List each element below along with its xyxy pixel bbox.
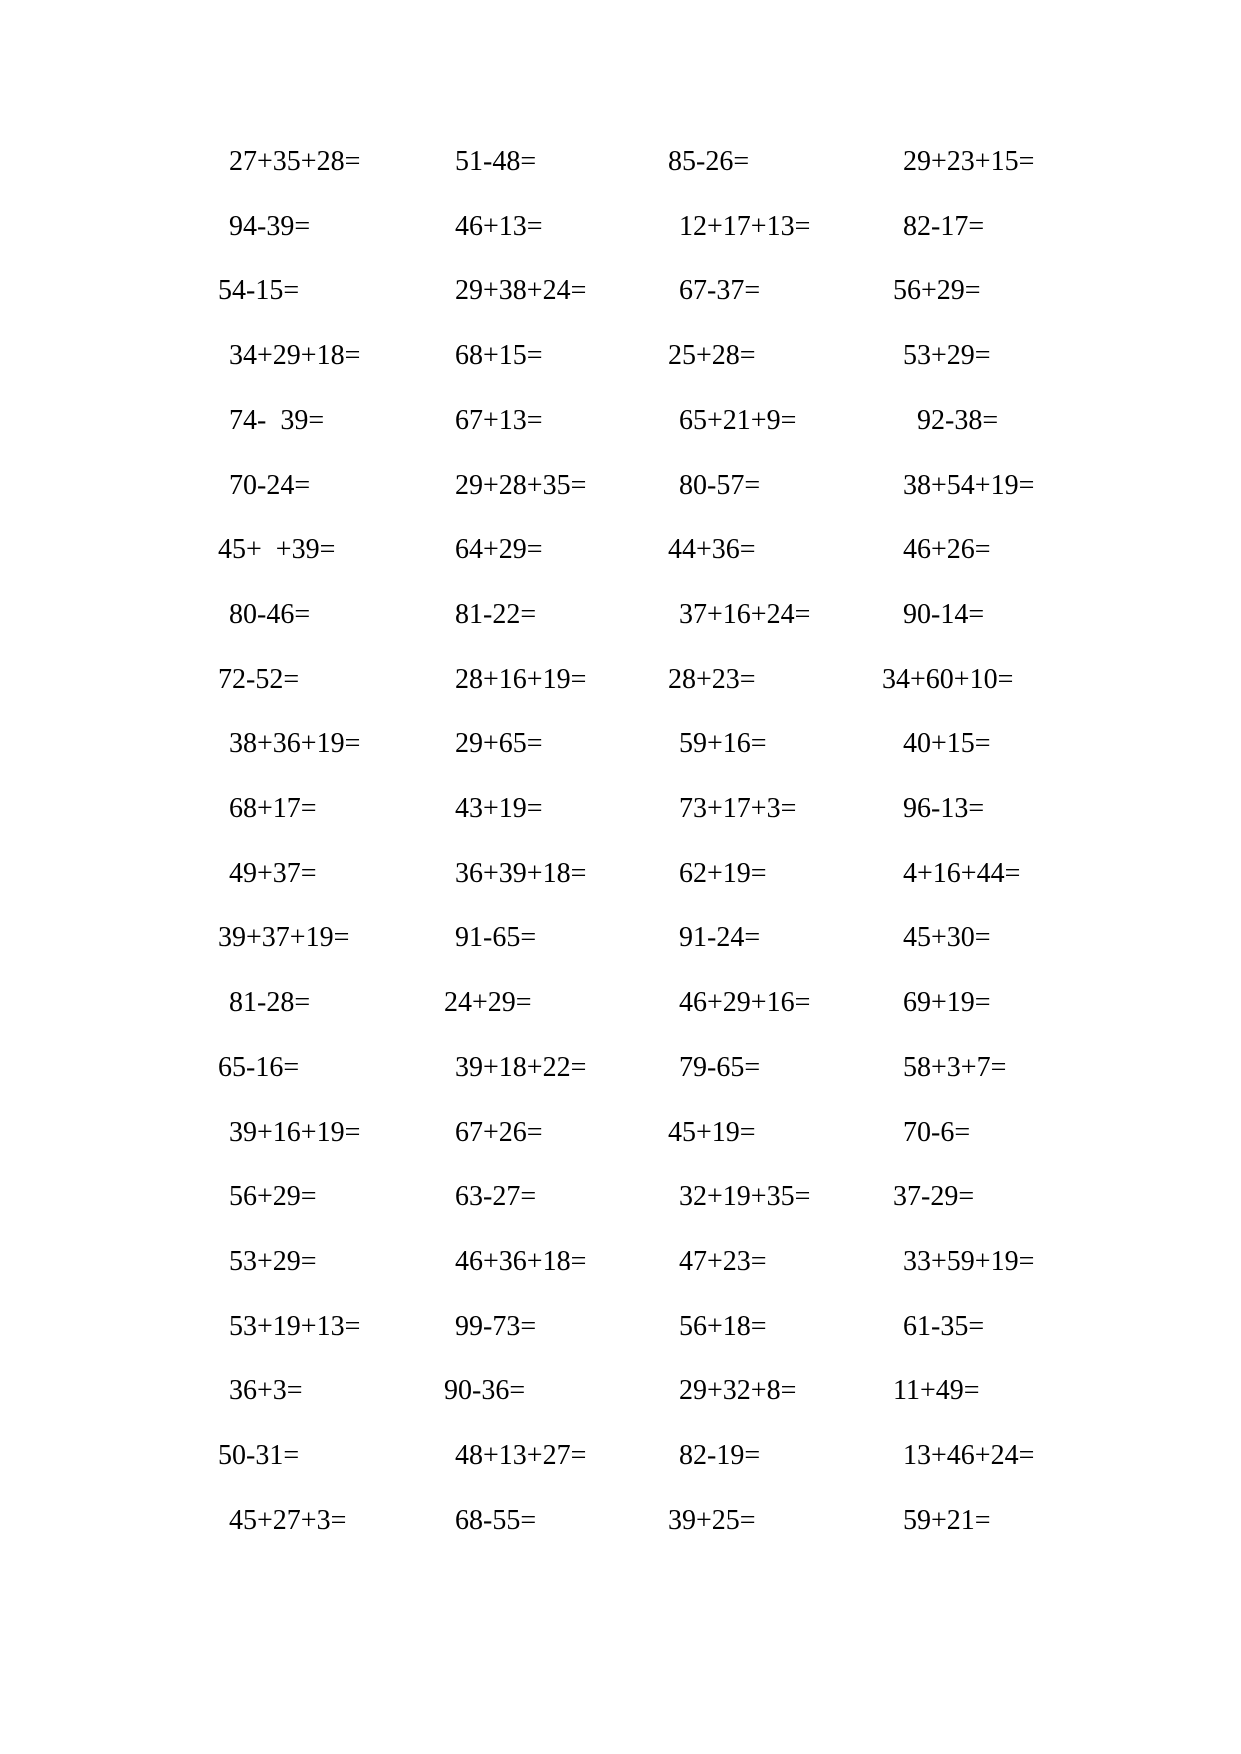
problem-row [0,1436,1241,1476]
problem-row [0,530,1241,570]
arithmetic-problem: 90-36= [444,1375,526,1407]
arithmetic-problem: 67+26= [455,1116,543,1148]
arithmetic-problem: 24+29= [444,987,532,1019]
arithmetic-problem: 46+13= [455,210,543,242]
arithmetic-problem: 13+46+24= [903,1440,1035,1471]
arithmetic-problem: 50-31= [218,1440,300,1471]
arithmetic-problem: 91-65= [455,922,537,954]
arithmetic-problem: 67-37= [679,275,761,307]
arithmetic-problem: 53+19+13= [229,1310,361,1342]
arithmetic-problem: 81-22= [455,598,537,630]
arithmetic-problem: 45+ +39= [218,534,336,566]
problem-row [0,789,1241,829]
arithmetic-problem: 51-48= [455,146,537,177]
arithmetic-problem: 45+30= [903,922,991,954]
arithmetic-problem: 54-15= [218,275,300,307]
problem-row [0,595,1241,635]
arithmetic-problem: 65-16= [218,1051,300,1083]
arithmetic-problem: 82-17= [903,210,985,242]
arithmetic-problem: 38+36+19= [229,728,361,760]
arithmetic-problem: 68+15= [455,340,543,372]
arithmetic-problem: 56+29= [893,275,981,307]
arithmetic-problem: 34+60+10= [882,663,1014,695]
problem-row [0,1177,1241,1217]
arithmetic-problem: 74- 39= [229,404,325,436]
arithmetic-problem: 29+28+35= [455,469,587,501]
arithmetic-problem: 29+65= [455,728,543,760]
problem-row [0,271,1241,311]
arithmetic-problem: 73+17+3= [679,793,797,824]
arithmetic-problem: 81-28= [229,987,311,1019]
problem-row [0,1048,1241,1088]
arithmetic-problem: 36+39+18= [455,857,587,889]
arithmetic-problem: 38+54+19= [903,469,1035,501]
problem-row [0,1113,1241,1153]
problem-row [0,466,1241,506]
arithmetic-problem: 61-35= [903,1310,985,1342]
arithmetic-problem: 59+16= [679,728,767,760]
arithmetic-problem: 53+29= [229,1245,317,1277]
problem-row [0,336,1241,376]
arithmetic-problem: 64+29= [455,534,543,566]
arithmetic-problem: 90-14= [903,598,985,630]
arithmetic-problem: 94-39= [229,210,311,242]
arithmetic-problem: 58+3+7= [903,1051,1007,1083]
arithmetic-problem: 53+29= [903,340,991,372]
arithmetic-problem: 85-26= [668,146,750,177]
arithmetic-problem: 46+36+18= [455,1245,587,1277]
arithmetic-problem: 11+49= [893,1375,980,1407]
arithmetic-problem: 63-27= [455,1181,537,1213]
arithmetic-problem: 62+19= [679,857,767,889]
arithmetic-problem: 46+26= [903,534,991,566]
arithmetic-problem: 46+29+16= [679,987,811,1019]
arithmetic-problem: 39+37+19= [218,922,350,954]
problem-row [0,207,1241,247]
arithmetic-problem: 80-46= [229,598,311,630]
arithmetic-problem: 40+15= [903,728,991,760]
arithmetic-problem: 25+28= [668,340,756,372]
arithmetic-problem: 56+18= [679,1310,767,1342]
arithmetic-problem: 33+59+19= [903,1245,1035,1277]
arithmetic-problem: 70-6= [903,1116,971,1148]
arithmetic-problem: 59+21= [903,1504,991,1536]
problem-row [0,142,1241,182]
arithmetic-problem: 96-13= [903,793,985,824]
arithmetic-problem: 29+38+24= [455,275,587,307]
arithmetic-problem: 34+29+18= [229,340,361,372]
arithmetic-problem: 80-57= [679,469,761,501]
problem-row [0,1307,1241,1347]
arithmetic-problem: 29+23+15= [903,146,1035,177]
arithmetic-problem: 49+37= [229,857,317,889]
problem-row [0,724,1241,764]
arithmetic-problem: 47+23= [679,1245,767,1277]
arithmetic-problem: 68+17= [229,793,317,824]
problem-row [0,660,1241,700]
arithmetic-problem: 45+27+3= [229,1504,347,1536]
problem-row [0,983,1241,1023]
arithmetic-problem: 12+17+13= [679,210,811,242]
arithmetic-problem: 4+16+44= [903,857,1021,889]
arithmetic-problem: 39+25= [668,1504,756,1536]
problem-row [0,918,1241,958]
arithmetic-problem: 36+3= [229,1375,303,1407]
arithmetic-problem: 56+29= [229,1181,317,1213]
arithmetic-problem: 37+16+24= [679,598,811,630]
problem-row [0,401,1241,441]
arithmetic-problem: 67+13= [455,404,543,436]
arithmetic-problem: 68-55= [455,1504,537,1536]
arithmetic-problem: 32+19+35= [679,1181,811,1213]
arithmetic-problem: 91-24= [679,922,761,954]
arithmetic-problem: 44+36= [668,534,756,566]
arithmetic-problem: 39+16+19= [229,1116,361,1148]
arithmetic-problem: 79-65= [679,1051,761,1083]
arithmetic-problem: 65+21+9= [679,404,797,436]
problem-row [0,1371,1241,1411]
arithmetic-problem: 28+16+19= [455,663,587,695]
problem-row [0,1242,1241,1282]
arithmetic-problem: 92-38= [917,404,999,436]
arithmetic-problem: 37-29= [893,1181,975,1213]
problem-row [0,1501,1241,1541]
arithmetic-problem: 69+19= [903,987,991,1019]
arithmetic-problem: 48+13+27= [455,1440,587,1471]
problem-row [0,854,1241,894]
arithmetic-problem: 39+18+22= [455,1051,587,1083]
arithmetic-problem: 27+35+28= [229,146,361,177]
arithmetic-problem: 99-73= [455,1310,537,1342]
arithmetic-problem: 43+19= [455,793,543,824]
arithmetic-problem: 45+19= [668,1116,756,1148]
arithmetic-problem: 70-24= [229,469,311,501]
arithmetic-problem: 82-19= [679,1440,761,1471]
arithmetic-problem: 29+32+8= [679,1375,797,1407]
arithmetic-problem: 28+23= [668,663,756,695]
arithmetic-problem: 72-52= [218,663,300,695]
